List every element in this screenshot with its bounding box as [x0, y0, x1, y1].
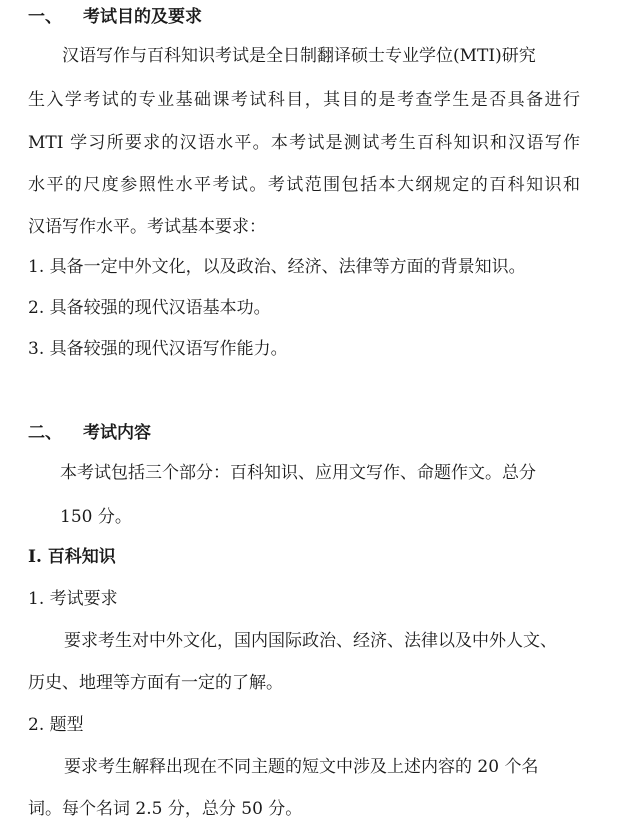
section-1-para-line-5: 汉语写作水平。考试基本要求： — [28, 217, 266, 237]
heading-section-2 — [28, 422, 630, 444]
section-1-para-line-3: MTI 学习所要求的汉语水平。本考试是测试考生百科知识和汉语写作 — [28, 133, 580, 153]
exam-requirements-line-1: 要求考生对中外文化，国内国际政治、经济、法律以及中外人文、 — [64, 631, 557, 651]
section-1-number: 一、 — [28, 7, 62, 27]
question-type-line-1: 要求考生解释出现在不同主题的短文中涉及上述内容的 20 个名 — [64, 757, 539, 777]
requirement-item-3: 3. 具备较强的现代汉语写作能力。 — [28, 339, 288, 359]
requirement-item-1: 1. 具备一定中外文化，以及政治、经济、法律等方面的背景知识。 — [28, 257, 526, 277]
question-type-heading: 2. 题型 — [28, 715, 84, 735]
section-2-title: 考试内容 — [83, 423, 151, 443]
section-1-para-line-2: 生入学考试的专业基础课考试科目，其目的是考查学生是否具备进行 — [28, 90, 580, 110]
section-1-para-line-4: 水平的尺度参照性水平考试。考试范围包括本大纲规定的百科知识和 — [28, 175, 580, 195]
requirement-item-2: 2. 具备较强的现代汉语基本功。 — [28, 298, 271, 318]
question-type-line-2: 词。每个名词 2.5 分，总分 50 分。 — [28, 799, 303, 819]
part-1-heading: I. 百科知识 — [28, 547, 116, 567]
exam-requirements-line-2: 历史、地理等方面有一定的了解。 — [28, 673, 283, 693]
section-2-number: 二、 — [28, 423, 62, 443]
section-1-title: 考试目的及要求 — [83, 7, 202, 27]
section-2-intro-line-1: 本考试包括三个部分：百科知识、应用文写作、命题作文。总分 — [60, 463, 536, 483]
heading-section-1 — [28, 6, 630, 28]
section-1-para-line-1: 汉语写作与百科知识考试是全日制翻译硕士专业学位(MTI)研究 — [62, 46, 536, 66]
exam-requirements-heading: 1. 考试要求 — [28, 589, 118, 609]
section-2-intro-line-2: 150 分。 — [60, 507, 132, 527]
